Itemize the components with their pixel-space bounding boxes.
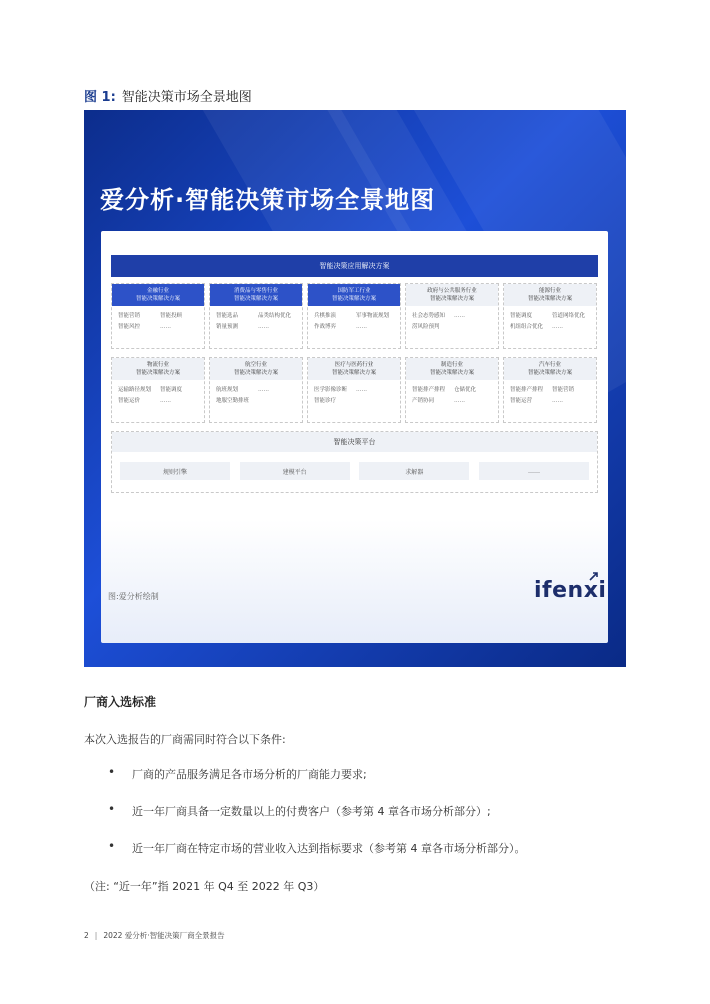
industry-name: 金融行业 [146,288,169,294]
logo-arrow-icon [589,571,599,581]
industry-card-energy [503,283,597,349]
section-title: 厂商入选标准 [84,695,157,709]
section-note: （注: “近一年”指 2021 年 Q4 至 2022 年 Q3） [84,880,325,893]
industry-item: 运输路径规划 [118,387,152,393]
industry-card-automotive [503,357,597,423]
section-intro: 本次入选报告的厂商需同时符合以下条件: [84,733,286,746]
industry-item: 智能投顾 [160,313,183,319]
industry-item: 智能调度 [510,313,533,319]
platform-item-more: …… [479,462,589,480]
criteria-list [108,766,526,877]
industry-item: 作战博弈 [314,324,337,330]
industry-subtitle: 智能决策解决方案 [429,370,474,376]
industry-subtitle: 智能决策解决方案 [429,296,474,302]
industry-item: …… [552,324,563,330]
industry-item: …… [258,387,269,393]
industry-name: 能源行业 [538,288,561,294]
platform-item-modeling: 建模平台 [240,462,350,480]
decision-platform [111,431,598,493]
industry-item: …… [454,398,465,404]
industry-subtitle: 智能决策解决方案 [135,370,180,376]
page-number: 2 [84,931,89,940]
industry-item: …… [454,313,465,319]
industry-name: 航空行业 [244,362,267,368]
industry-item: 航班规划 [216,387,239,393]
figure-caption-text: 智能决策市场全景地图 [121,90,252,105]
criteria-item: • 近一年厂商具备一定数量以上的付费客户（参考第 4 章各市场分析部分）; [108,803,526,840]
industry-item: 产销协同 [412,398,435,404]
platform-title: 智能决策平台 [112,432,597,452]
industry-card-finance [111,283,205,349]
industry-name: 汽车行业 [538,362,561,368]
market-map-figure [84,110,626,667]
industry-card-healthcare [307,357,401,423]
industry-name: 政府与公共服务行业 [427,288,477,294]
industry-item: 智能运价 [118,398,141,404]
report-title: 2022 爱分析·智能决策厂商全景报告 [103,931,225,940]
industry-item: 管道网络优化 [552,313,586,319]
application-solutions-header: 智能决策应用解决方案 [111,255,598,277]
industry-item: 地服空勤排班 [216,398,250,404]
industry-subtitle: 智能决策解决方案 [331,296,376,302]
industry-item: …… [160,324,171,330]
industry-item: 品类结构优化 [258,313,292,319]
industry-subtitle: 智能决策解决方案 [527,296,572,302]
platform-item-rule-engine: 规则引擎 [120,462,230,480]
footer-separator: | [94,931,98,940]
industry-item: 智能营销 [552,387,575,393]
industry-item: 智能选品 [216,313,239,319]
industry-item: 智能营销 [118,313,141,319]
industry-item: …… [160,398,171,404]
industry-subtitle: 智能决策解决方案 [233,296,278,302]
industry-item: 智能排产排程 [412,387,446,393]
industry-item: 军事物流规划 [356,313,390,319]
platform-item-solver: 求解器 [359,462,469,480]
industry-item [258,398,296,405]
page-footer [84,930,225,941]
industry-item: …… [258,324,269,330]
industry-name: 消费品与零售行业 [233,288,278,294]
industry-item [356,398,394,405]
criteria-item: • 厂商的产品服务满足各市场分析的厂商能力要求; [108,766,526,803]
industry-item: …… [356,387,367,393]
industry-card-manufacturing [405,357,499,423]
industry-item [454,324,492,331]
industry-subtitle: 智能决策解决方案 [135,296,180,302]
industry-item: 医学影像诊断 [314,387,348,393]
industry-item: 智能诊疗 [314,398,337,404]
map-title: 爱分析·智能决策市场全景地图 [100,186,436,214]
industry-subtitle: 智能决策解决方案 [527,370,572,376]
industry-item: 智能风控 [118,324,141,330]
industry-item: 智能调度 [160,387,183,393]
figure-caption [84,86,252,105]
ifenxi-logo: ifenxi [534,578,607,603]
industry-card-aviation [209,357,303,423]
industry-item: 涝风险预判 [412,324,440,330]
industry-subtitle: 智能决策解决方案 [331,370,376,376]
industry-card-consumer-retail [209,283,303,349]
industry-item: 社会态势感知 [412,313,446,319]
industry-card-defense [307,283,401,349]
industry-name: 制造行业 [440,362,463,368]
industry-item: 销量预测 [216,324,239,330]
industry-item: 仓储优化 [454,387,477,393]
industry-name: 医疗与医药行业 [334,362,374,368]
industry-item: 智能运营 [510,398,533,404]
industry-item: 机组组合优化 [510,324,544,330]
figure-label: 图 1: [84,90,116,105]
industry-item: 智能排产排程 [510,387,544,393]
industry-name: 国防军工行业 [337,288,371,294]
map-panel [101,231,608,643]
source-note: 图:爱分析绘制 [108,592,159,601]
industry-name: 物流行业 [146,362,169,368]
industry-card-logistics [111,357,205,423]
industry-subtitle: 智能决策解决方案 [233,370,278,376]
industry-item: …… [356,324,367,330]
industry-item: 兵棋推演 [314,313,337,319]
industry-card-government [405,283,499,349]
criteria-item: • 近一年厂商在特定市场的营业收入达到指标要求（参考第 4 章各市场分析部分）。 [108,840,526,877]
industry-item: …… [552,398,563,404]
